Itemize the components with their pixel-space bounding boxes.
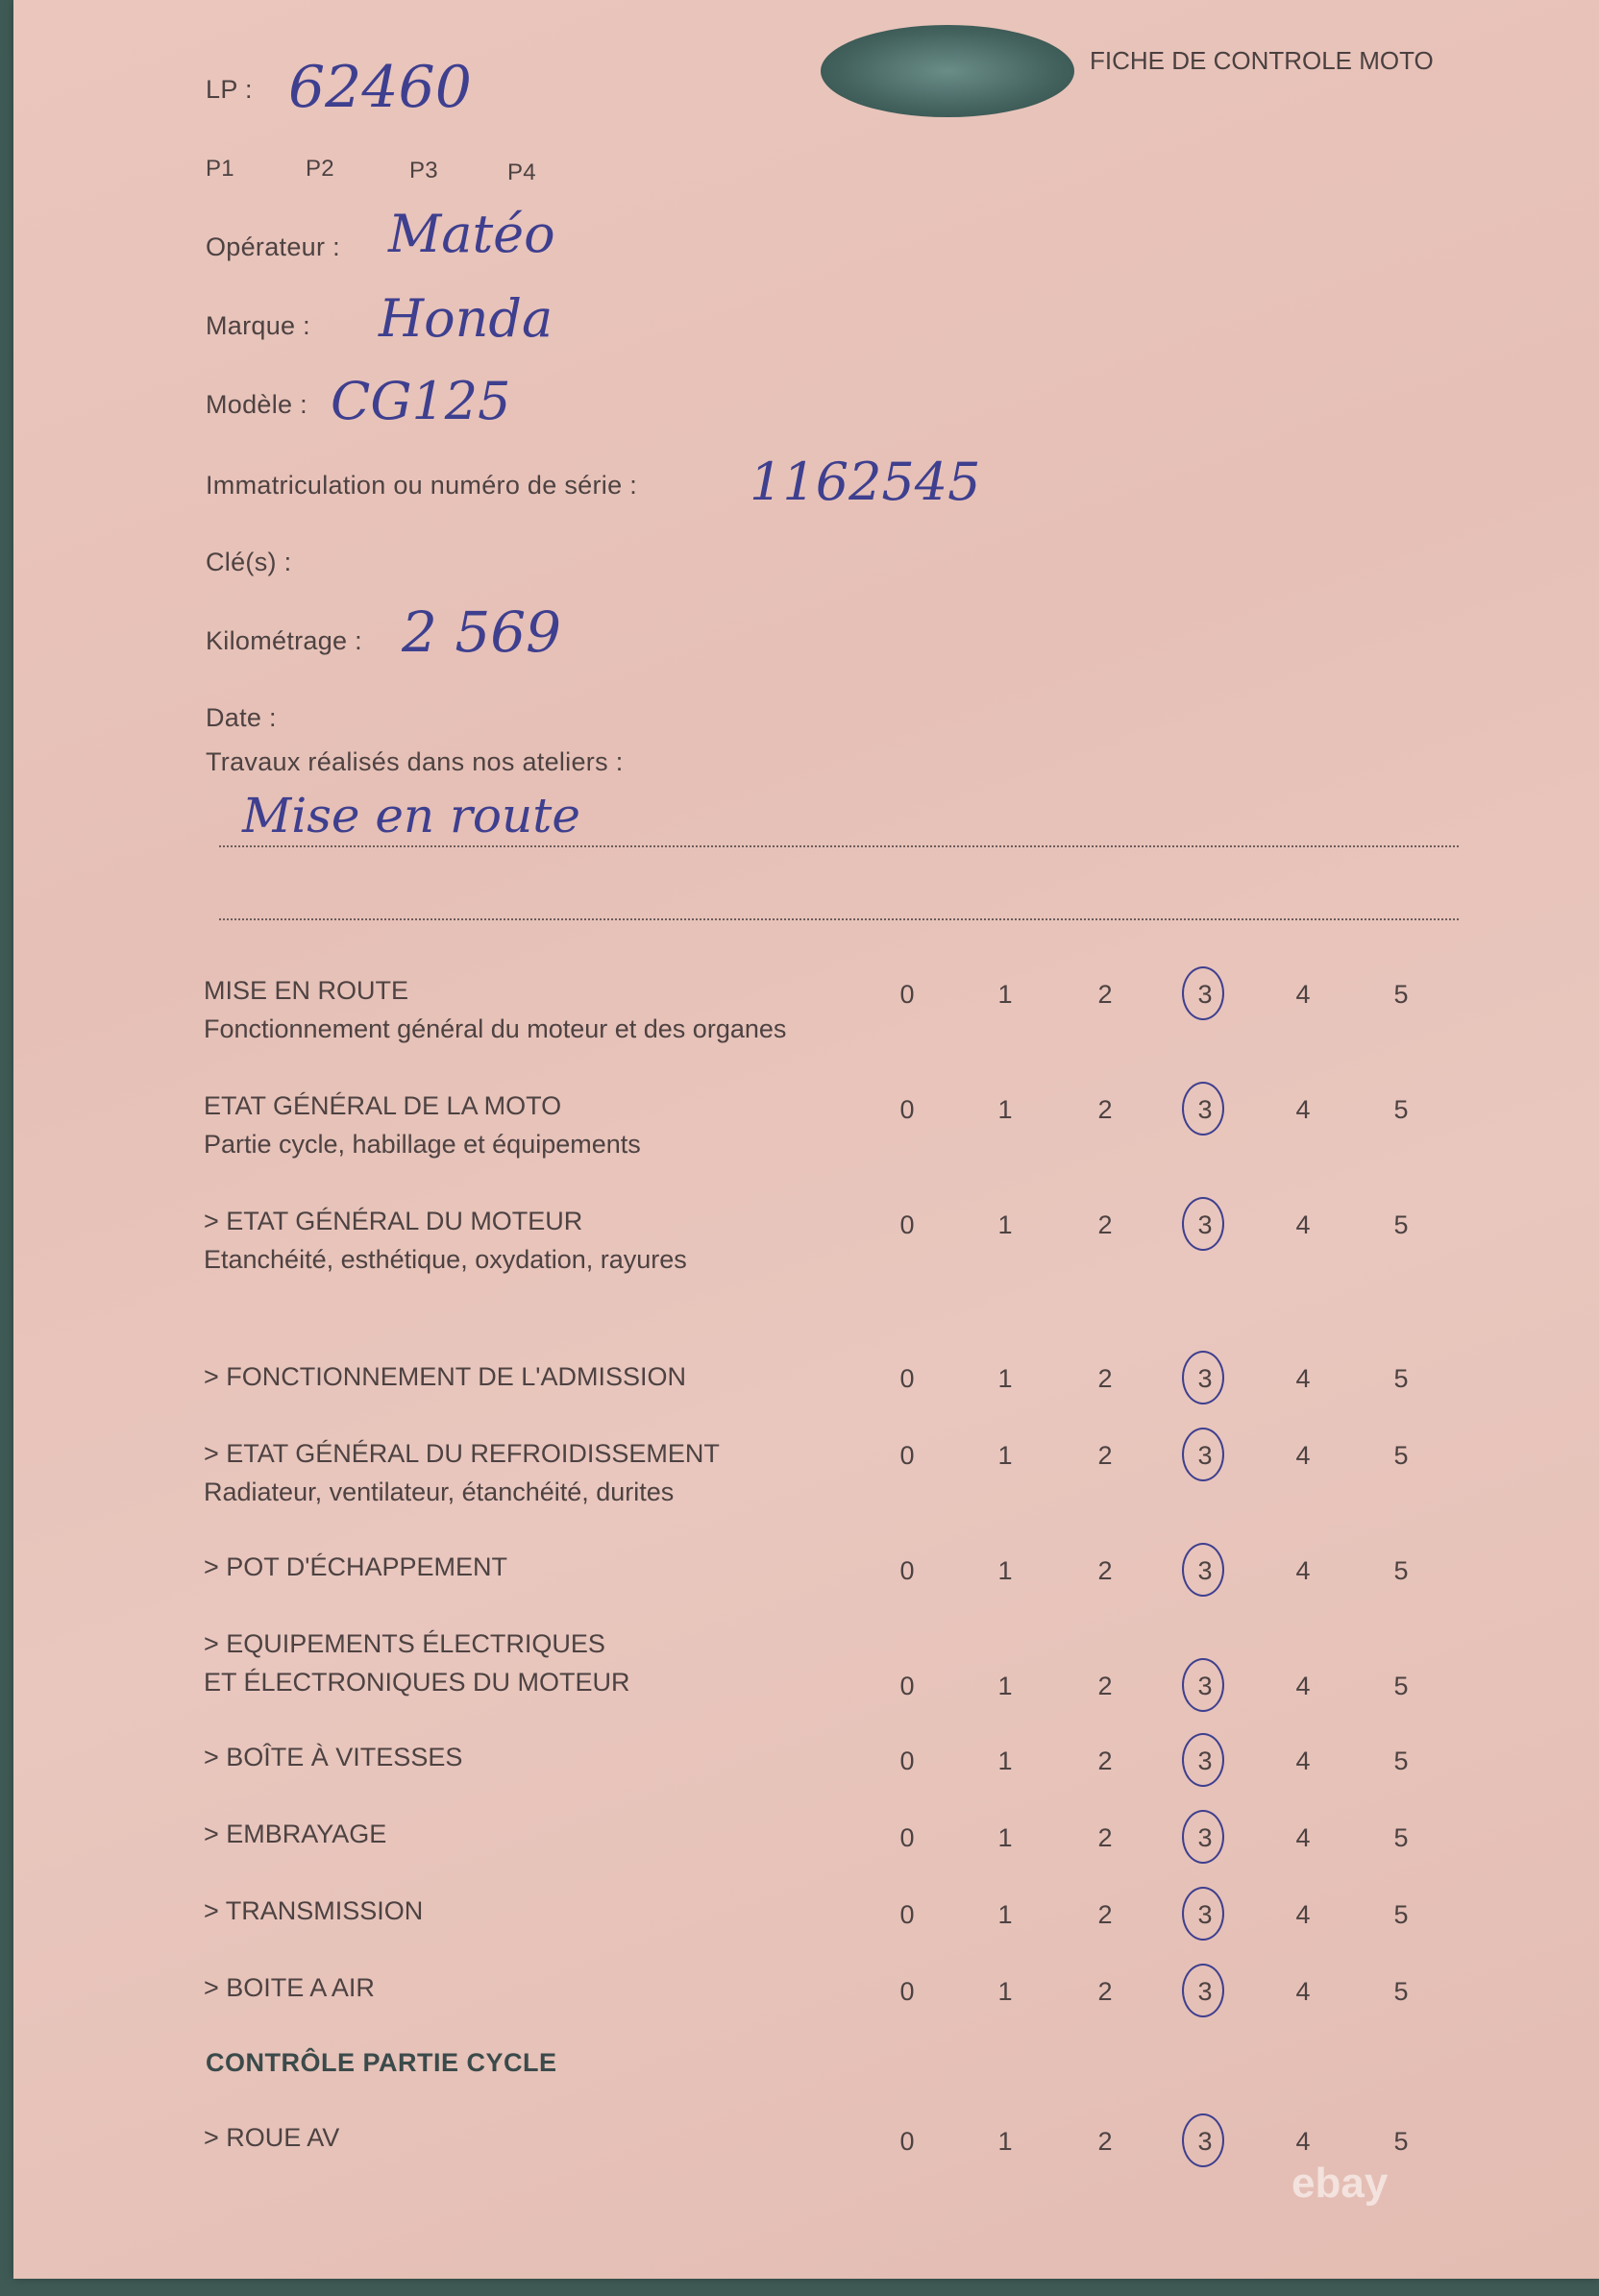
- check-0-score-5: 5: [1393, 980, 1409, 1009]
- modele-value: CG125: [331, 371, 511, 431]
- check-6-score-3: 3: [1197, 1672, 1213, 1700]
- marque-value: Honda: [379, 288, 554, 349]
- check-9-score-3: 3: [1197, 1900, 1213, 1929]
- check-2-selected-circle: [1182, 1197, 1224, 1251]
- check-0-score-4: 4: [1295, 980, 1311, 1009]
- check-title: > BOITE A AIR: [204, 1973, 375, 2002]
- check-8-selected-circle: [1182, 1810, 1224, 1864]
- check-7-score-4: 4: [1295, 1746, 1311, 1775]
- dotted-line-2: [219, 918, 1459, 920]
- cycle-check-0-score-5: 5: [1393, 2127, 1409, 2156]
- position-p2: P2: [306, 156, 334, 182]
- check-7-score-5: 5: [1393, 1746, 1409, 1775]
- check-5-selected-circle: [1182, 1543, 1224, 1597]
- check-title: > ETAT GÉNÉRAL DU REFROIDISSEMENT: [204, 1439, 720, 1468]
- check-0-score-0: 0: [899, 980, 915, 1009]
- check-title: > FONCTIONNEMENT DE L'ADMISSION: [204, 1362, 686, 1391]
- cycle-check-0-score-0: 0: [899, 2127, 915, 2156]
- cycle-check-0-score-2: 2: [1097, 2127, 1113, 2156]
- operateur-label: Opérateur :: [206, 232, 340, 261]
- check-2-score-4: 4: [1295, 1210, 1311, 1239]
- cycle-section-title: CONTRÔLE PARTIE CYCLE: [206, 2048, 557, 2077]
- control-sheet: [13, 0, 1599, 2279]
- check-8-score-5: 5: [1393, 1823, 1409, 1852]
- km-value: 2 569: [402, 599, 562, 665]
- position-p4: P4: [507, 159, 536, 185]
- check-5-score-0: 0: [899, 1556, 915, 1585]
- check-1-score-2: 2: [1097, 1095, 1113, 1124]
- check-1-selected-circle: [1182, 1082, 1224, 1136]
- check-1-score-1: 1: [997, 1095, 1013, 1124]
- lp-value: 62460: [288, 54, 472, 121]
- lp-label: LP :: [206, 75, 253, 104]
- check-0-score-1: 1: [997, 980, 1013, 1009]
- cycle-check-0-score-3: 3: [1197, 2127, 1213, 2156]
- check-4-score-5: 5: [1393, 1441, 1409, 1470]
- check-4-selected-circle: [1182, 1428, 1224, 1481]
- check-subtitle: Radiateur, ventilateur, étanchéité, durites: [204, 1478, 675, 1506]
- check-8-score-2: 2: [1097, 1823, 1113, 1852]
- check-4-score-2: 2: [1097, 1441, 1113, 1470]
- check-6-score-5: 5: [1393, 1672, 1409, 1700]
- operateur-value: Matéo: [388, 204, 555, 264]
- check-2-score-1: 1: [997, 1210, 1013, 1239]
- check-7-score-3: 3: [1197, 1746, 1213, 1775]
- check-5-score-1: 1: [997, 1556, 1013, 1585]
- check-6-score-0: 0: [899, 1672, 915, 1700]
- check-title: > EQUIPEMENTS ÉLECTRIQUES: [204, 1629, 605, 1658]
- check-7-score-2: 2: [1097, 1746, 1113, 1775]
- check-3-selected-circle: [1182, 1351, 1224, 1404]
- check-5-score-5: 5: [1393, 1556, 1409, 1585]
- check-5-score-4: 4: [1295, 1556, 1311, 1585]
- check-title: > ETAT GÉNÉRAL DU MOTEUR: [204, 1207, 583, 1235]
- position-p3: P3: [409, 158, 438, 183]
- check-2-score-5: 5: [1393, 1210, 1409, 1239]
- check-6-score-2: 2: [1097, 1672, 1113, 1700]
- check-title: > POT D'ÉCHAPPEMENT: [204, 1552, 507, 1581]
- check-title: > BOÎTE À VITESSES: [204, 1743, 463, 1771]
- check-1-score-5: 5: [1393, 1095, 1409, 1124]
- check-2-score-3: 3: [1197, 1210, 1213, 1239]
- check-9-selected-circle: [1182, 1887, 1224, 1941]
- cycle-check-0-score-1: 1: [997, 2127, 1013, 2156]
- watermark: ebay: [1292, 2160, 1389, 2207]
- check-6-selected-circle: [1182, 1658, 1224, 1712]
- check-subtitle: Etanchéité, esthétique, oxydation, rayures: [204, 1245, 687, 1274]
- check-9-score-1: 1: [997, 1900, 1013, 1929]
- check-title: > EMBRAYAGE: [204, 1820, 387, 1848]
- check-10-score-4: 4: [1295, 1977, 1311, 2006]
- check-4-score-3: 3: [1197, 1441, 1213, 1470]
- cles-label: Clé(s) :: [206, 548, 292, 576]
- check-subtitle: Fonctionnement général du moteur et des organes: [204, 1014, 787, 1043]
- check-title: MISE EN ROUTE: [204, 976, 409, 1005]
- check-4-score-0: 0: [899, 1441, 915, 1470]
- check-0-selected-circle: [1182, 966, 1224, 1020]
- check-10-score-1: 1: [997, 1977, 1013, 2006]
- check-9-score-5: 5: [1393, 1900, 1409, 1929]
- check-2-score-2: 2: [1097, 1210, 1113, 1239]
- check-10-score-0: 0: [899, 1977, 915, 2006]
- check-6-score-4: 4: [1295, 1672, 1311, 1700]
- check-9-score-4: 4: [1295, 1900, 1311, 1929]
- check-0-score-2: 2: [1097, 980, 1113, 1009]
- km-label: Kilométrage :: [206, 626, 362, 655]
- check-title: > TRANSMISSION: [204, 1896, 424, 1925]
- immat-value: 1162545: [750, 452, 981, 512]
- check-title: ETAT GÉNÉRAL DE LA MOTO: [204, 1091, 562, 1120]
- check-3-score-4: 4: [1295, 1364, 1311, 1393]
- check-title: > ROUE AV: [204, 2123, 340, 2152]
- check-3-score-5: 5: [1393, 1364, 1409, 1393]
- check-10-score-3: 3: [1197, 1977, 1213, 2006]
- modele-label: Modèle :: [206, 390, 308, 419]
- date-label: Date :: [206, 703, 277, 732]
- check-1-score-0: 0: [899, 1095, 915, 1124]
- check-5-score-2: 2: [1097, 1556, 1113, 1585]
- check-subtitle: ET ÉLECTRONIQUES DU MOTEUR: [204, 1668, 630, 1697]
- check-4-score-4: 4: [1295, 1441, 1311, 1470]
- check-2-score-0: 0: [899, 1210, 915, 1239]
- check-7-score-0: 0: [899, 1746, 915, 1775]
- company-logo: [821, 25, 1074, 117]
- check-8-score-3: 3: [1197, 1823, 1213, 1852]
- check-9-score-2: 2: [1097, 1900, 1113, 1929]
- check-3-score-2: 2: [1097, 1364, 1113, 1393]
- check-10-score-5: 5: [1393, 1977, 1409, 2006]
- check-9-score-0: 0: [899, 1900, 915, 1929]
- check-8-score-0: 0: [899, 1823, 915, 1852]
- travaux-label: Travaux réalisés dans nos ateliers :: [206, 747, 624, 776]
- position-p1: P1: [206, 156, 234, 182]
- check-6-score-1: 1: [997, 1672, 1013, 1700]
- check-3-score-3: 3: [1197, 1364, 1213, 1393]
- check-3-score-1: 1: [997, 1364, 1013, 1393]
- check-8-score-1: 1: [997, 1823, 1013, 1852]
- check-3-score-0: 0: [899, 1364, 915, 1393]
- check-1-score-3: 3: [1197, 1095, 1213, 1124]
- cycle-check-0-score-4: 4: [1295, 2127, 1311, 2156]
- dotted-line-1: [219, 845, 1459, 847]
- check-5-score-3: 3: [1197, 1556, 1213, 1585]
- marque-label: Marque :: [206, 311, 310, 340]
- check-0-score-3: 3: [1197, 980, 1213, 1009]
- check-1-score-4: 4: [1295, 1095, 1311, 1124]
- check-7-score-1: 1: [997, 1746, 1013, 1775]
- check-4-score-1: 1: [997, 1441, 1013, 1470]
- check-subtitle: Partie cycle, habillage et équipements: [204, 1130, 641, 1159]
- check-7-selected-circle: [1182, 1733, 1224, 1787]
- check-10-selected-circle: [1182, 1964, 1224, 2017]
- sheet-title: FICHE DE CONTROLE MOTO: [1090, 46, 1434, 75]
- travaux-value: Mise en route: [242, 788, 580, 843]
- check-10-score-2: 2: [1097, 1977, 1113, 2006]
- cycle-check-0-selected-circle: [1182, 2113, 1224, 2167]
- immat-label: Immatriculation ou numéro de série :: [206, 471, 637, 500]
- check-8-score-4: 4: [1295, 1823, 1311, 1852]
